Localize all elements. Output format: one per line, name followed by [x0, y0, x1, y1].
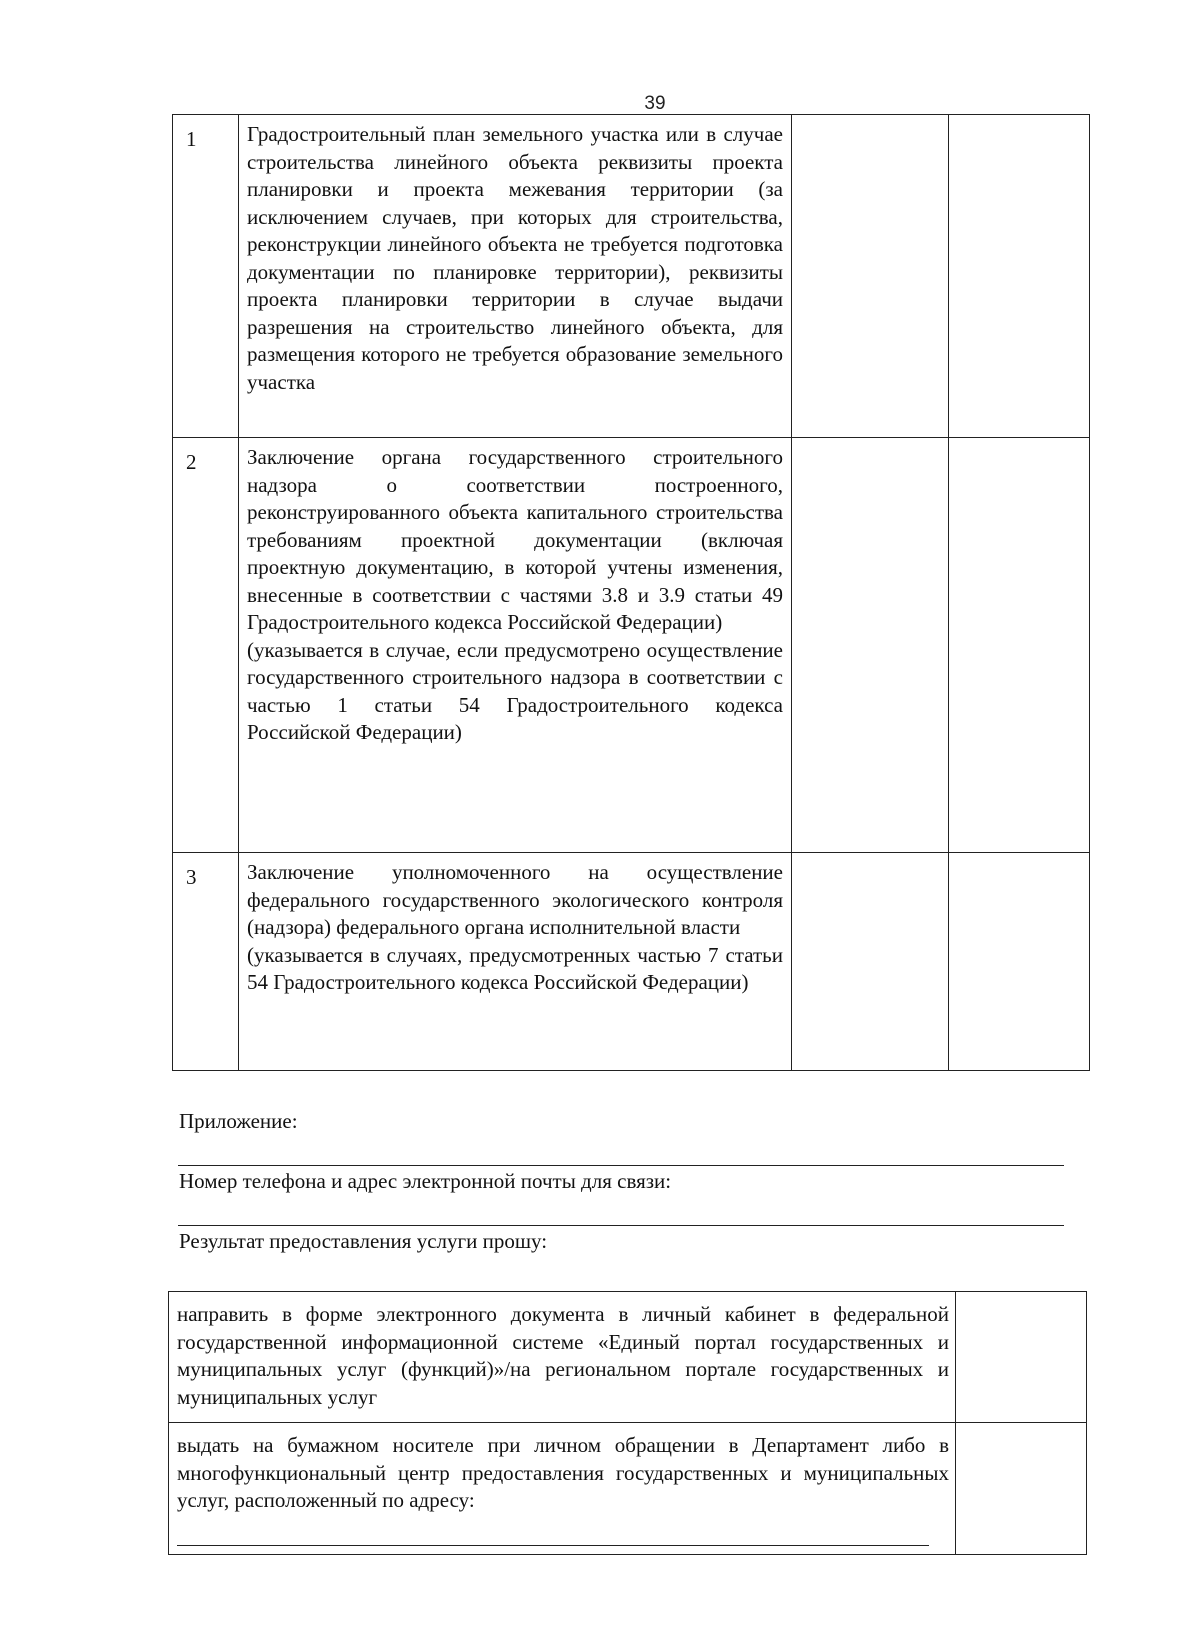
- attachment-label: Приложение:: [179, 1109, 298, 1133]
- option-paper-text: выдать на бумажном носителе при личном обращении в Департамент либо в многофункциональный центр предоставления государственных и муниципальных услуг, расположенный по адресу:: [177, 1433, 949, 1512]
- row-number: 2: [173, 438, 239, 853]
- option-checkbox-electronic[interactable]: [956, 1292, 1087, 1423]
- table-row: [173, 115, 1090, 438]
- document-description: [239, 115, 792, 438]
- document-title: Заключение органа государственного строительного надзора о соответствии построенного, реконструированного объекта капитального строительства требованиям проектной документации (включая проектную документацию, в которой учтены изменения, внесенные в соответствии с частями 3.8 и 3.9 статьи 49 Градостроительного кодекса Российской Федерации): [247, 445, 783, 634]
- table-row: [173, 853, 1090, 1071]
- empty-cell[interactable]: [792, 115, 949, 438]
- option-electronic: направить в форме электронного документа в личный кабинет в федеральной государственной информационной системе «Единый портал государственных и муниципальных услуг (функций)»/на региональном портале государственных и муниципальных услуг: [169, 1292, 956, 1423]
- empty-cell[interactable]: [949, 853, 1090, 1071]
- document-note: (указывается в случаях, предусмотренных частью 7 статьи 54 Градостроительного кодекса Российской Федерации): [247, 942, 783, 994]
- table-row: [173, 438, 1090, 853]
- empty-cell[interactable]: [792, 853, 949, 1071]
- document-description: [239, 853, 792, 1071]
- empty-cell[interactable]: [949, 115, 1090, 438]
- empty-cell[interactable]: [792, 438, 949, 853]
- contact-line[interactable]: [178, 1225, 1064, 1226]
- documents-table: [172, 114, 1090, 1071]
- document-note: (указывается в случае, если предусмотрено осуществление государственного строительного надзора в соответствии с частью 1 статьи 54 Градостроительного кодекса Российской Федерации): [247, 637, 783, 744]
- result-label: Результат предоставления услуги прошу:: [179, 1229, 548, 1253]
- table-row: [169, 1423, 1087, 1555]
- document-title: Градостроительный план земельного участка или в случае строительства линейного объекта реквизиты проекта планировки и проекта межевания территории (за исключением случаев, при которых для строительства, реконструкции линейного объекта не требуется подготовка документации по планировке территории), реквизиты проекта планировки территории в случае выдачи разрешения на строительство линейного объекта, для размещения которого не требуется образование земельного участка: [247, 122, 783, 394]
- document-description: [239, 438, 792, 853]
- page-number: 39: [644, 93, 666, 114]
- option-paper: [169, 1423, 956, 1555]
- option-checkbox-paper[interactable]: [956, 1423, 1087, 1555]
- contact-label: Номер телефона и адрес электронной почты для связи:: [179, 1169, 672, 1193]
- row-number: 3: [173, 853, 239, 1071]
- table-row: [169, 1292, 1087, 1423]
- empty-cell[interactable]: [949, 438, 1090, 853]
- result-options-table: [168, 1291, 1087, 1555]
- row-number: 1: [173, 115, 239, 438]
- attachment-line[interactable]: [178, 1165, 1064, 1166]
- document-title: Заключение уполномоченного на осуществление федерального государственного экологического контроля (надзора) федерального органа исполнительной власти: [247, 860, 783, 939]
- address-line[interactable]: [177, 1545, 929, 1546]
